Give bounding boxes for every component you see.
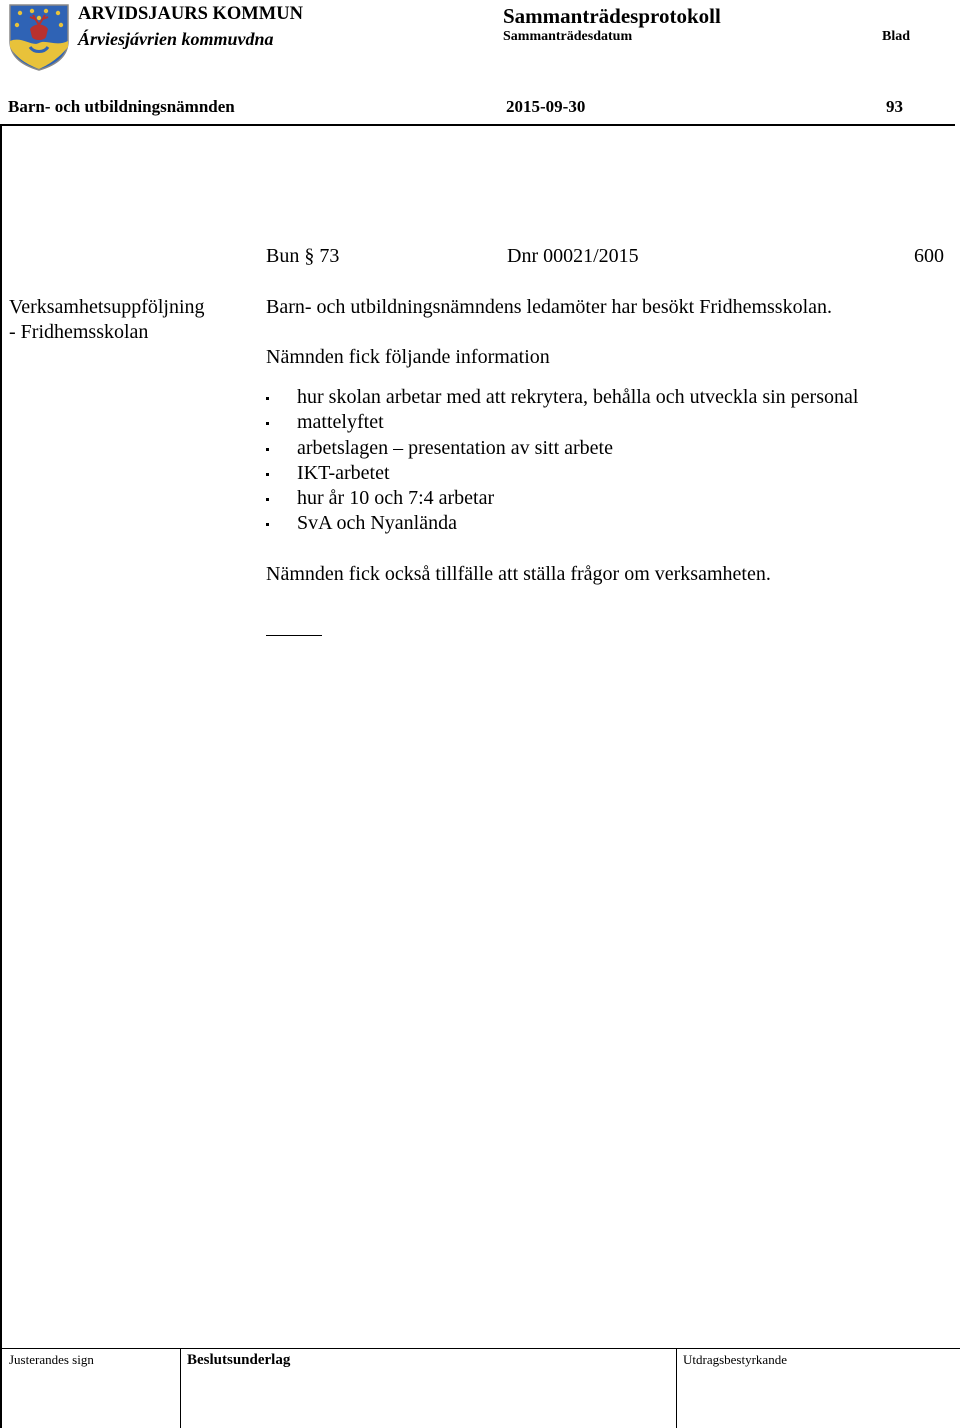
footer-rule bbox=[0, 1348, 960, 1349]
bullet-icon bbox=[266, 523, 269, 526]
footer-divider-2 bbox=[676, 1348, 677, 1428]
subject-heading-line2: - Fridhemsskolan bbox=[9, 321, 149, 343]
bullet-icon bbox=[266, 498, 269, 501]
page-number: 93 bbox=[886, 97, 903, 116]
signature-label: Justerandes sign bbox=[9, 1352, 94, 1367]
list-item: IKT-arbetet bbox=[266, 461, 858, 486]
list-item: arbetslagen – presentation av sitt arbete bbox=[266, 436, 858, 461]
closing-paragraph: Nämnden fick också tillfälle att ställa frågor om verksamheten. bbox=[266, 563, 771, 585]
bullet-icon bbox=[266, 448, 269, 451]
meeting-date: 2015-09-30 bbox=[506, 97, 586, 116]
list-item: hur skolan arbetar med att rekrytera, behålla och utveckla sin personal bbox=[266, 385, 858, 410]
list-item: SvA och Nyanlända bbox=[266, 511, 858, 536]
list-item: mattelyftet bbox=[266, 410, 858, 435]
subject-heading-line1: Verksamhetsuppföljning bbox=[9, 296, 205, 318]
coat-of-arms-logo bbox=[8, 3, 70, 71]
bullet-icon bbox=[266, 473, 269, 476]
municipality-name: ARVIDSJAURS KOMMUN bbox=[78, 4, 303, 24]
left-border bbox=[0, 124, 2, 1428]
information-list bbox=[266, 385, 858, 537]
municipality-name-sami: Árviesjávrien kommuvdna bbox=[78, 29, 274, 49]
bullet-icon bbox=[266, 397, 269, 400]
section-number: Bun § 73 bbox=[266, 245, 340, 267]
page-label: Blad bbox=[882, 29, 911, 44]
bullet-icon bbox=[266, 422, 269, 425]
list-item: hur år 10 och 7:4 arbetar bbox=[266, 486, 858, 511]
diary-number: Dnr 00021/2015 bbox=[507, 245, 639, 267]
document-title: Sammanträdesprotokoll bbox=[503, 4, 721, 28]
end-rule bbox=[266, 635, 322, 636]
archive-code: 600 bbox=[914, 245, 944, 267]
extract-certification-label: Utdragsbestyrkande bbox=[683, 1352, 787, 1367]
meeting-date-label: Sammanträdesdatum bbox=[503, 29, 633, 44]
intro-paragraph: Barn- och utbildningsnämndens ledamöter har besökt Fridhemsskolan. bbox=[266, 296, 833, 318]
info-heading: Nämnden fick följande information bbox=[266, 346, 550, 368]
decision-basis-label: Beslutsunderlag bbox=[187, 1352, 291, 1368]
header-rule bbox=[0, 124, 955, 126]
committee-name: Barn- och utbildningsnämnden bbox=[8, 97, 235, 116]
footer-divider-1 bbox=[180, 1348, 181, 1428]
